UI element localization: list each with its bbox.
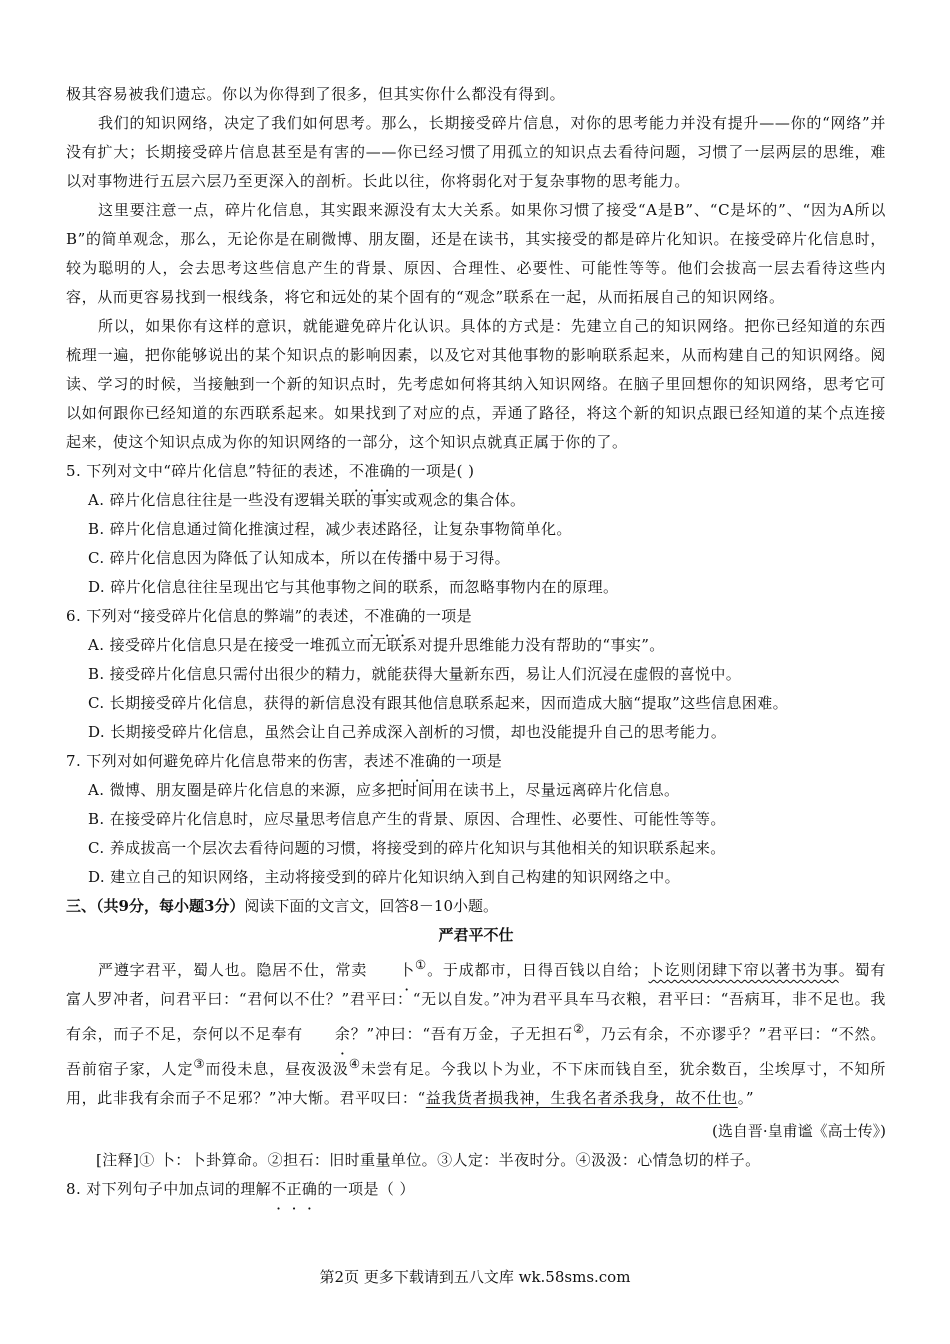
- question-5-option-c: C. 碎片化信息因为降低了认知成本，所以在传播中易于习得。: [88, 549, 511, 567]
- passage-paragraph: 我们的知识网络，决定了我们如何思考。那么，长期接受碎片信息，对你的思考能力并没有提升——你的“网络”并没有扩大；长期接受碎片信息甚至是有害的——你已经习惯了用孤立的知识点去看待问题，习惯了一层两层的思维，难以对事物进行五层六层乃至更深入的剖析。长此以往，你将弱化对于复杂事物的思考能力。: [66, 114, 886, 190]
- section-3-heading: 三、（共9分，每小题3分）阅读下面的文言文，回答8－10小题。: [66, 897, 499, 915]
- emphasis-dot-char: 准: [379, 607, 396, 625]
- classical-text-source: (选自晋·皇甫谧《高士传》): [712, 1122, 886, 1140]
- question-7-option-b: B. 在接受碎片化信息时，应尽量思考信息产生的背景、原因、合理性、必要性、可能性等等。: [88, 810, 726, 828]
- classical-text-body: 严遵字君平，蜀人也。隐居不仕，常卖 卜①。于成都市，日得百钱以自给；卜讫则闭肆下帘以著书为事。蜀有富人罗冲者，问君平曰：“君何以不仕？”君平曰：“无以自发。”冲为君平具车马衣粮，君平曰：“吾病耳，非不足也。我有余，而子不足，奈何以不足奉有 余？”冲曰：“吾有万金，子无担石②，乃云有余，不亦谬乎？”君平曰：“不然。吾前宿子家，人定③而役未息，昼夜汲汲④未尝有足。今我以卜为业，不下床而钱自至，犹余数百，尘埃厚寸，不知所用，此非我有余而子不足邪？”冲大惭。君平叹曰：“益我货者损我神，生我名者杀我身，故不仕也。”: [66, 957, 887, 1107]
- question-7-stem: 7. 下列对如何避免碎片化信息带来的伤害，表述不准确的一项是: [66, 747, 886, 776]
- emphasis-dot-char: 确: [301, 1180, 318, 1198]
- emphasis-dot-char: 不: [394, 752, 410, 770]
- question-8-stem: 8. 对下列句子中加点词的理解不正确的一项是（ ）: [66, 1175, 886, 1204]
- document-body: [66, 80, 886, 1204]
- emphasis-dot-char: 确: [425, 752, 441, 770]
- page-footer: 第2页 更多下载请到五八文库 wk.58sms.com: [319, 1268, 631, 1286]
- emphasis-dot-char: 正: [286, 1180, 302, 1198]
- emphasis-dot-char: 不: [364, 607, 380, 625]
- emphasis-dot-char: 不: [271, 1180, 287, 1198]
- passage-paragraph: 所以，如果你有这样的意识，就能避免碎片化认识。具体的方式是：先建立自己的知识网络。把你已经知道的东西梳理一遍，把你能够说出的某个知识点的影响因素，以及它对其他事物的影响联系起来，从而构建自己的知识网络。阅读、学习的时候，当接触到一个新的知识点时，先考虑如何将其纳入知识网络。在脑子里回想你的知识网络，思考它可以如何跟你已经知道的东西联系起来。如果找到了对应的点，弄通了路径，将这个新的知识点跟已经知道的某个点连接起来，使这个知识点成为你的知识网络的一部分，这个知识点就真正属于你的了。: [66, 317, 886, 451]
- question-7-option-a: A. 微博、朋友圈是碎片化信息的来源，应多把时间用在读书上，尽量远离碎片化信息。: [88, 781, 680, 799]
- underlined-sentence: 益我货者损我神，生我名者杀我身，故不仕也: [425, 1089, 738, 1107]
- classical-text-notes: [注释]① 卜：卜卦算命。②担石：旧时重量单位。③人定：半夜时分。④汲汲：心情急切的样子。: [96, 1151, 761, 1169]
- emphasis-dot-char: 确: [395, 607, 411, 625]
- question-7-option-d: D. 建立自己的知识网络，主动将接受到的碎片化知识纳入到自己构建的知识网络之中。: [88, 868, 681, 886]
- question-5-option-d: D. 碎片化信息往往呈现出它与其他事物之间的联系，而忽略事物内在的原理。: [88, 578, 619, 596]
- question-6-option-c: C. 长期接受碎片化信息，获得的新信息没有跟其他信息联系起来，因而造成大脑“提取”这些信息困难。: [88, 694, 789, 712]
- question-6-stem: 6. 下列对“接受碎片化信息的弊端”的表述，不准确的一项是: [66, 602, 886, 631]
- question-6-option-a: A. 接受碎片化信息只是在接受一堆孤立而无联系对提升思维能力没有帮助的“事实”。: [88, 636, 665, 654]
- passage-paragraph: 极其容易被我们遗忘。你以为你得到了很多，但其实你什么都没有得到。: [66, 85, 566, 103]
- question-6-option-d: D. 长期接受碎片化信息，虽然会让自己养成深入剖析的习惯，却也没能提升自己的思考能力。: [88, 723, 727, 741]
- question-7-option-c: C. 养成拔高一个层次去看待问题的习惯，将接受到的碎片化知识与其他相关的知识联系起来。: [88, 839, 726, 857]
- classical-text-title: 严君平不仕: [438, 926, 514, 944]
- question-6-option-b: B. 接受碎片化信息只需付出很少的精力，就能获得大量新东西，易让人们沉浸在虚假的喜悦中。: [88, 665, 742, 683]
- passage-paragraph: 这里要注意一点，碎片化信息，其实跟来源没有太大关系。如果你习惯了接受“A是B”、“C是坏的”、“因为A所以B”的简单观念，那么，无论你是在刷微博、朋友圈，还是在读书，其实接受的都是碎片化知识。在接受碎片化信息时，较为聪明的人，会去思考这些信息产生的背景、原因、合理性、必要性、可能性等等。他们会拔高一层去看待这些内容，从而更容易找到一根线条，将它和远处的某个固有的“观念”联系在一起，从而拓展自己的知识网络。: [66, 201, 886, 306]
- question-5-option-b: B. 碎片化信息通过简化推演过程，减少表述路径，让复杂事物简单化。: [88, 520, 572, 538]
- emphasis-dot-char: 准: [409, 752, 426, 770]
- wavy-underlined-sentence: 卜讫则闭肆下帘以著书为事: [648, 961, 839, 979]
- emphasis-dot-char: 准: [364, 462, 380, 480]
- question-5-option-a: A. 碎片化信息往往是一些没有逻辑关联的事实或观念的集合体。: [88, 491, 526, 509]
- question-5-stem: 5. 下列对文中“碎片化信息”特征的表述，不准确的一项是( ): [66, 457, 886, 486]
- emphasis-dot-char: 确: [379, 462, 396, 480]
- emphasis-dot-char: 不: [348, 462, 365, 480]
